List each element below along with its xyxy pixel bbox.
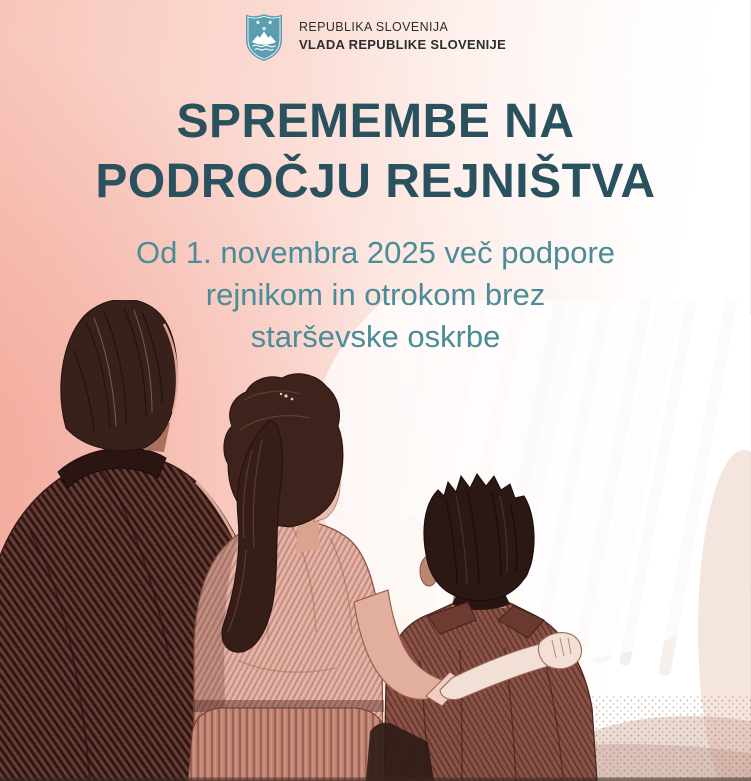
- slovenia-coat-of-arms-icon: [245, 13, 283, 62]
- subtitle-line1: Od 1. novembra 2025 več podpore: [135, 235, 616, 270]
- logo-line2: VLADA REPUBLIKE SLOVENIJE: [298, 36, 507, 52]
- bottom-edge-strip: [0, 778, 751, 781]
- title-line1: SPREMEMBE NA: [176, 95, 575, 148]
- logo-text-block: [299, 13, 506, 53]
- page-title: [0, 92, 751, 212]
- woman-skirt: [188, 708, 390, 781]
- subtitle: [0, 232, 751, 358]
- family-illustration: [0, 300, 751, 781]
- logo-line1: REPUBLIKA SLOVENIJA: [298, 20, 449, 34]
- government-logo: [0, 13, 751, 62]
- title-line2: PODROČJU REJNIŠTVA: [95, 155, 656, 208]
- subtitle-line2: rejnikom in otrokom brez: [205, 277, 546, 312]
- subtitle-line3: starševske oskrbe: [250, 319, 501, 354]
